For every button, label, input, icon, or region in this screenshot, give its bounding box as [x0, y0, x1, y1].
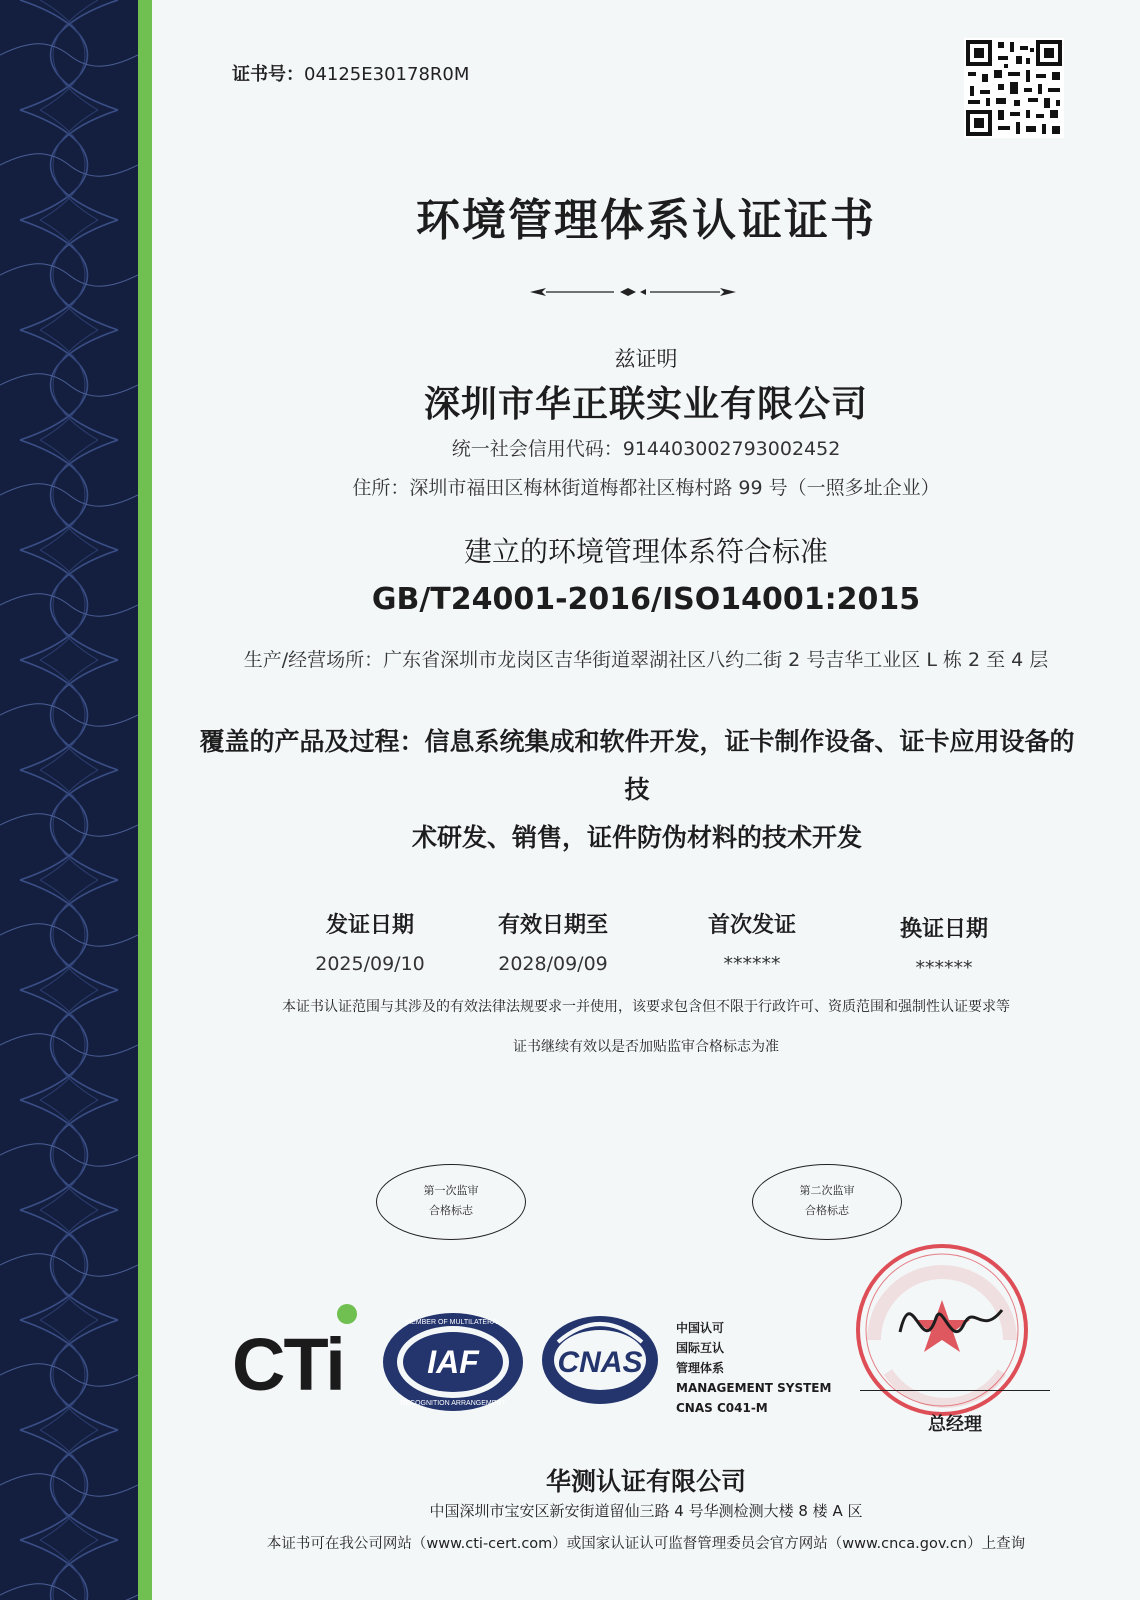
first-issue-block: [682, 908, 822, 975]
signature-line: [860, 1390, 1050, 1391]
certificate-number: [232, 60, 469, 86]
general-manager-title: 总经理: [928, 1414, 982, 1435]
cti-logo: CTi: [232, 1323, 344, 1406]
company-name: 深圳市华正联实业有限公司: [423, 384, 868, 425]
verification-note: 本证书可在我公司网站（www.cti-cert.com）或国家认证认可监督管理委员会官方网站（www.cnca.gov.cn）上查询: [266, 1536, 1026, 1552]
validity-note-2: 证书继续有效以是否加贴监审合格标志为准: [513, 1039, 779, 1055]
renewal-date-value: ******: [915, 957, 973, 979]
qr-code-icon: [964, 38, 1064, 138]
cnas-logo-icon: [538, 1312, 662, 1408]
second-surveillance-mark: [752, 1164, 902, 1240]
scope-text-2: 术研发、销售，证件防伪材料的技术开发: [411, 823, 862, 852]
renewal-date-label: 换证日期: [899, 917, 988, 942]
valid-until-value: 2028/09/09: [498, 953, 608, 975]
issue-date-label: 发证日期: [325, 913, 414, 938]
oval2-line-1: 第二次监审: [799, 1184, 855, 1197]
cnas-accreditation-text: [676, 1318, 831, 1418]
scope-section: [192, 718, 1082, 862]
oval1-line-2: 合格标志: [429, 1204, 473, 1217]
hereby-certify-text: 兹证明: [614, 347, 678, 371]
standard-number: GB/T24001-2016/ISO14001:2015: [371, 582, 921, 617]
svg-text:CNAS: CNAS: [557, 1346, 643, 1379]
cnas-line-4: MANAGEMENT SYSTEM: [676, 1381, 832, 1395]
certificate-number-value: 04125E30178R0M: [304, 64, 470, 85]
scope-text-1: 信息系统集成和软件开发，证卡制作设备、证卡应用设备的技: [424, 727, 1075, 804]
svg-text:IAF: IAF: [427, 1344, 479, 1380]
scope-line-1: [192, 718, 1082, 814]
certificate-number-label: 证书号：: [232, 64, 304, 85]
operating-site: 生产/经营场所：广东省深圳市龙岗区吉华街道翠湖社区八约二街 2 号吉华工业区 L 栋 2 至 4 层: [243, 649, 1049, 671]
cnas-line-5: CNAS C041-M: [676, 1401, 768, 1415]
oval1-line-1: 第一次监审: [423, 1184, 479, 1197]
credit-code: 统一社会信用代码：914403002793002452: [451, 438, 841, 460]
cti-logo-dot: [337, 1304, 357, 1324]
issuer-name: 华测认证有限公司: [545, 1467, 746, 1496]
ornament-divider-icon: [528, 284, 738, 300]
svg-text:RECOGNITION ARRANGEMENT: RECOGNITION ARRANGEMENT: [400, 1400, 506, 1407]
certificate-title: 环境管理体系认证证书: [416, 195, 876, 246]
first-surveillance-mark: [376, 1164, 526, 1240]
issue-date-value: 2025/09/10: [315, 953, 425, 975]
company-seal-icon: [852, 1240, 1032, 1420]
scope-label: 覆盖的产品及过程：: [199, 727, 425, 756]
renewal-date-block: [874, 912, 1014, 979]
first-issue-label: 首次发证: [707, 913, 796, 938]
border-pattern-icon: [0, 0, 138, 1600]
valid-until-block: [478, 908, 628, 975]
registered-address: 住所：深圳市福田区梅林街道梅都社区梅村路 99 号（一照多址企业）: [352, 477, 940, 499]
issue-date-block: [300, 908, 440, 975]
conformity-statement: 建立的环境管理体系符合标准: [463, 535, 828, 568]
validity-note-1: 本证书认证范围与其涉及的有效法律法规要求一并使用，该要求包含但不限于行政许可、资质范围和强制性认证要求等: [282, 999, 1010, 1015]
green-border-strip: [138, 0, 152, 1600]
cnas-line-3: 管理体系: [676, 1361, 725, 1375]
decorative-border: [0, 0, 138, 1600]
first-issue-value: ******: [723, 953, 781, 975]
cnas-line-2: 国际互认: [676, 1341, 725, 1355]
issuer-address: 中国深圳市宝安区新安街道留仙三路 4 号华测检测大楼 8 楼 A 区: [429, 1502, 863, 1520]
iaf-logo-icon: [380, 1310, 526, 1414]
cnas-line-1: 中国认可: [676, 1321, 725, 1335]
valid-until-label: 有效日期至: [497, 913, 608, 938]
svg-text:MEMBER OF MULTILATERAL: MEMBER OF MULTILATERAL: [405, 1319, 501, 1326]
oval2-line-2: 合格标志: [805, 1204, 849, 1217]
